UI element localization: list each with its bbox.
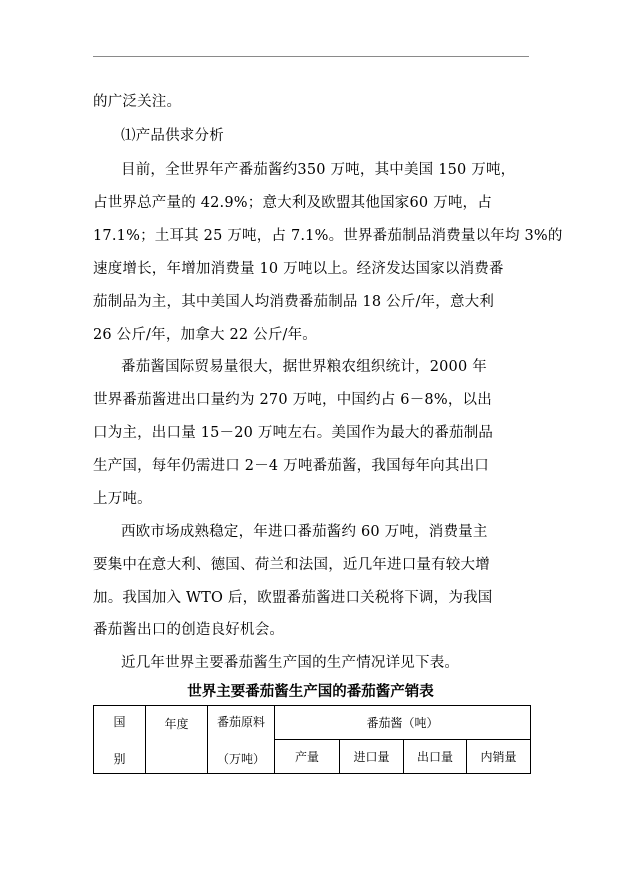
paragraph-line: 的广泛关注。 [93,94,182,110]
header-import: 进口量 [340,740,404,774]
paragraph-line: 17.1%；土耳其 25 万吨，占 7.1%。世界番茄制品消费量以年均 3%的 [93,228,563,244]
paragraph-line: 要集中在意大利、德国、荷兰和法国，近几年进口量有较大增 [93,557,490,573]
paragraph-line: 速度增长，年增加消费量 10 万吨以上。经济发达国家以消费番 [93,261,504,277]
header-raw-bottom: （万吨） [216,751,265,766]
header-raw-top: 番茄原料 [216,714,265,729]
paragraph-line: 世界番茄酱进出口量约为 270 万吨，中国约占 6－8%，以出 [93,392,492,408]
paragraph-line: 上万吨。 [93,491,152,507]
header-raw [208,706,275,774]
production-table [93,705,531,774]
paragraph-line: 口为主，出口量 15－20 万吨左右。美国作为最大的番茄制品 [93,425,494,441]
header-sauce: 番茄酱（吨） [275,706,531,740]
header-export: 出口量 [404,740,467,774]
paragraph-line: 占世界总产量的 42.9%；意大利及欧盟其他国家60 万吨，占 [93,195,492,211]
header-country [94,706,146,774]
paragraph-line: 生产国，每年仍需进口 2－4 万吨番茄酱，我国每年向其出口 [93,458,489,474]
paragraph-line: 茄制品为主，其中美国人均消费番茄制品 18 公斤/年，意大利 [93,294,495,310]
paragraph-line: 26 公斤/年，加拿大 22 公斤/年。 [93,327,317,343]
paragraph-line: 近几年世界主要番茄酱生产国的生产情况详见下表。 [121,655,460,671]
paragraph-line: 目前，全世界年产番茄酱约350 万吨，其中美国 150 万吨， [121,162,516,178]
header-domestic: 内销量 [467,740,531,774]
paragraph-line: 番茄酱出口的创造良好机会。 [93,622,285,638]
header-year: 年度 [146,706,208,774]
paragraph-line: 西欧市场成熟稳定，年进口番茄酱约 60 万吨，消费量主 [121,524,488,540]
header-country-top: 国 [113,714,126,729]
section-heading: ⑴产品供求分析 [121,128,224,144]
header-output: 产量 [275,740,340,774]
paragraph-line: 加。我国加入 WTO 后，欧盟番茄酱进口关税将下调，为我国 [93,590,493,606]
header-country-bottom: 别 [113,751,126,766]
paragraph-line: 番茄酱国际贸易量很大，据世界粮农组织统计，2000 年 [121,359,487,375]
header-rule [93,56,529,57]
table-title: 世界主要番茄酱生产国的番茄酱产销表 [187,684,434,700]
